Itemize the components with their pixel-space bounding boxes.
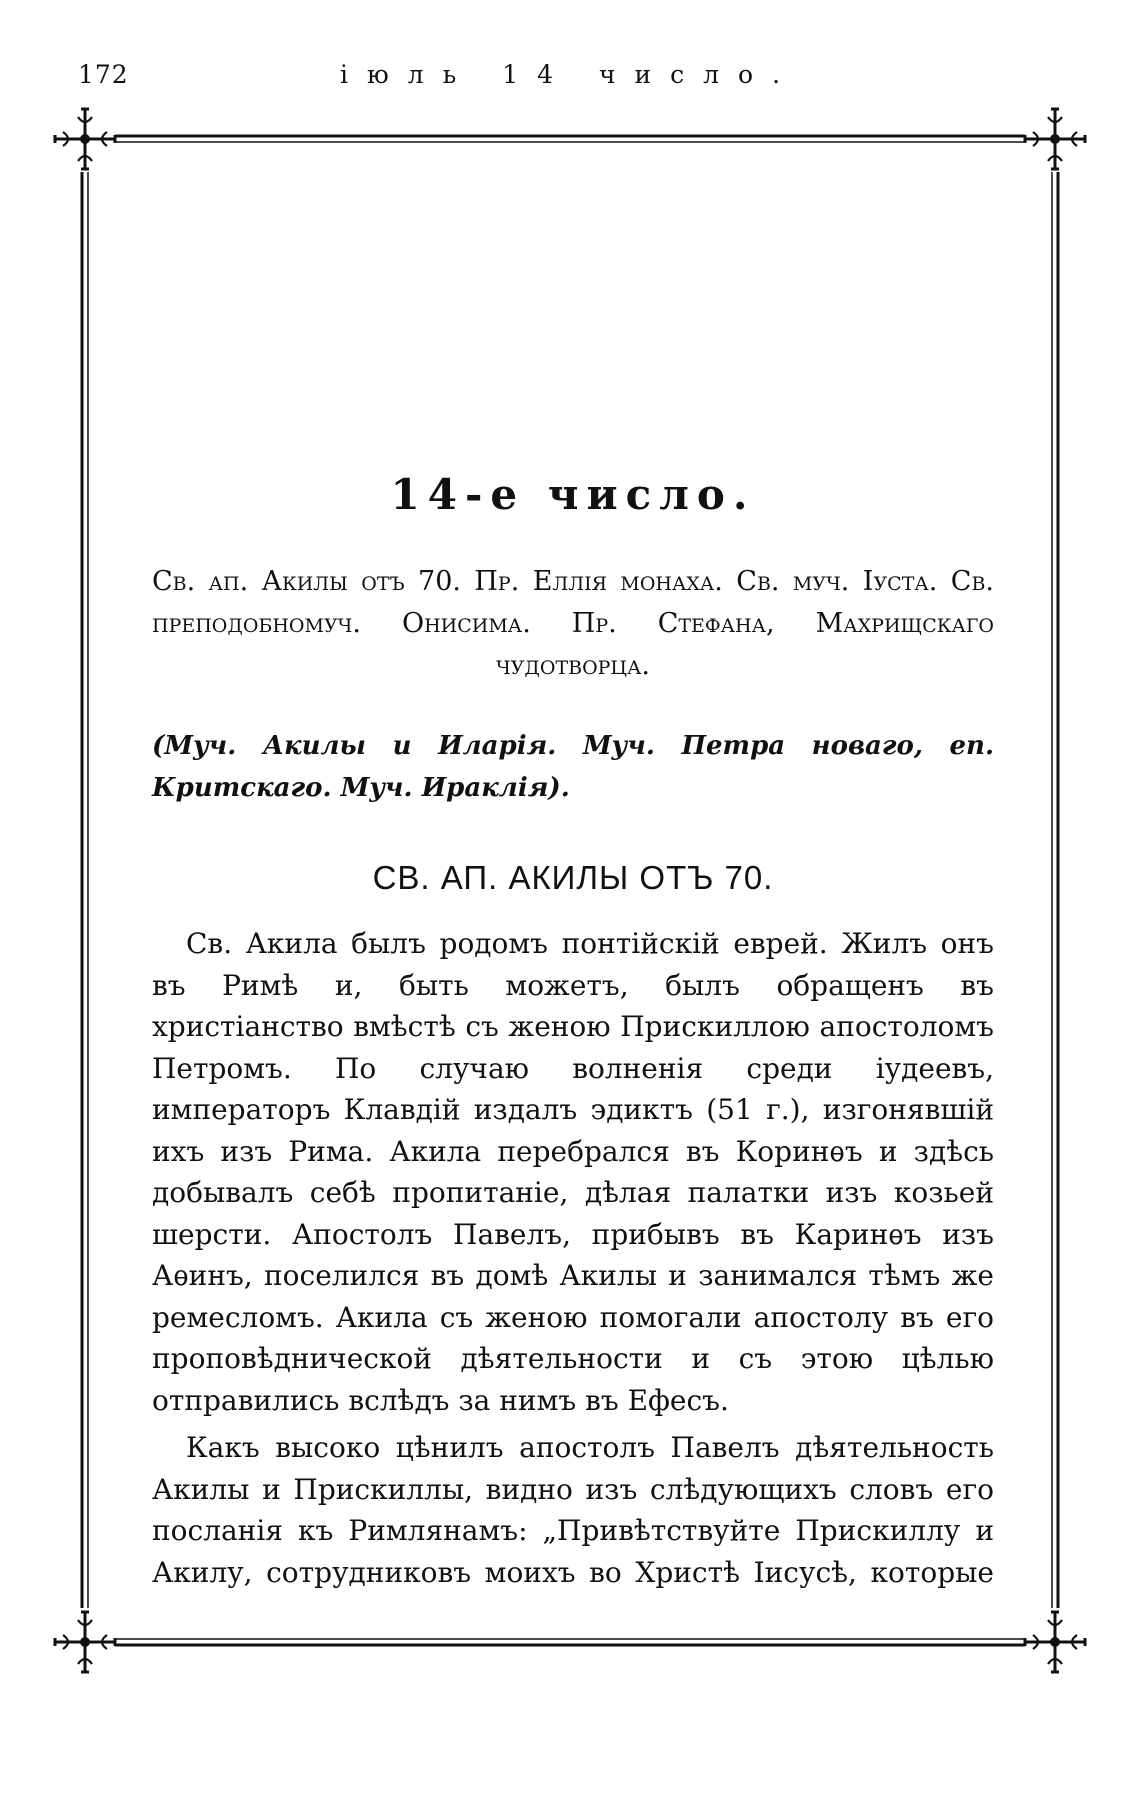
day-title: 14-е число. xyxy=(390,470,756,519)
body-paragraph: Какъ высоко цѣнилъ апостолъ Павелъ дѣятельность Акилы и Прискиллы, видно изъ слѣдующихъ словъ его посланія къ Римлянамъ: „Привѣтствуйте Прискиллу и Акилу, сотрудниковъ моихъ во Христѣ Іисусѣ, которые xyxy=(152,1431,994,1589)
running-head: іюль 14 число. xyxy=(340,60,800,89)
saints-list: Св. ап. Акилы отъ 70. Пр. Еллія монаха. Св. муч. Іуста. Св. преподобномуч. Онисима. Пр. Стефана, Махрищскаго чудотворца. xyxy=(152,566,994,681)
section-heading: СВ. АП. АКИЛЫ ОТЪ 70. xyxy=(372,859,774,896)
main-content xyxy=(152,470,994,1593)
alternate-saints-list: (Муч. Акилы и Иларія. Муч. Петра новаго, еп. Критскаго. Муч. Ираклія). xyxy=(152,731,994,803)
page-number: 172 xyxy=(78,60,129,89)
body-paragraph: Св. Акила былъ родомъ понтійскій еврей. Жилъ онъ въ Римѣ и, быть можетъ, былъ обращенъ въ христіанство вмѣстѣ съ женою Прискиллою апостоломъ Петромъ. По случаю волненія среди іудеевъ, императоръ Клавдій издалъ эдиктъ (51 г.), изгонявшій ихъ изъ Рима. Акила перебрался въ Коринѳъ и здѣсь добывалъ себѣ пропитаніе, дѣлая палатки изъ козьей шерсти. Апостолъ Павелъ, прибывъ въ Каринѳъ изъ Аѳинъ, поселился въ домѣ Акилы и занимался тѣмъ же ремесломъ. Акила съ женою помогали апостолу въ его проповѣднической дѣятельности и съ этою цѣлью отправились вслѣдъ за нимъ въ Ефесъ. xyxy=(152,927,994,1417)
